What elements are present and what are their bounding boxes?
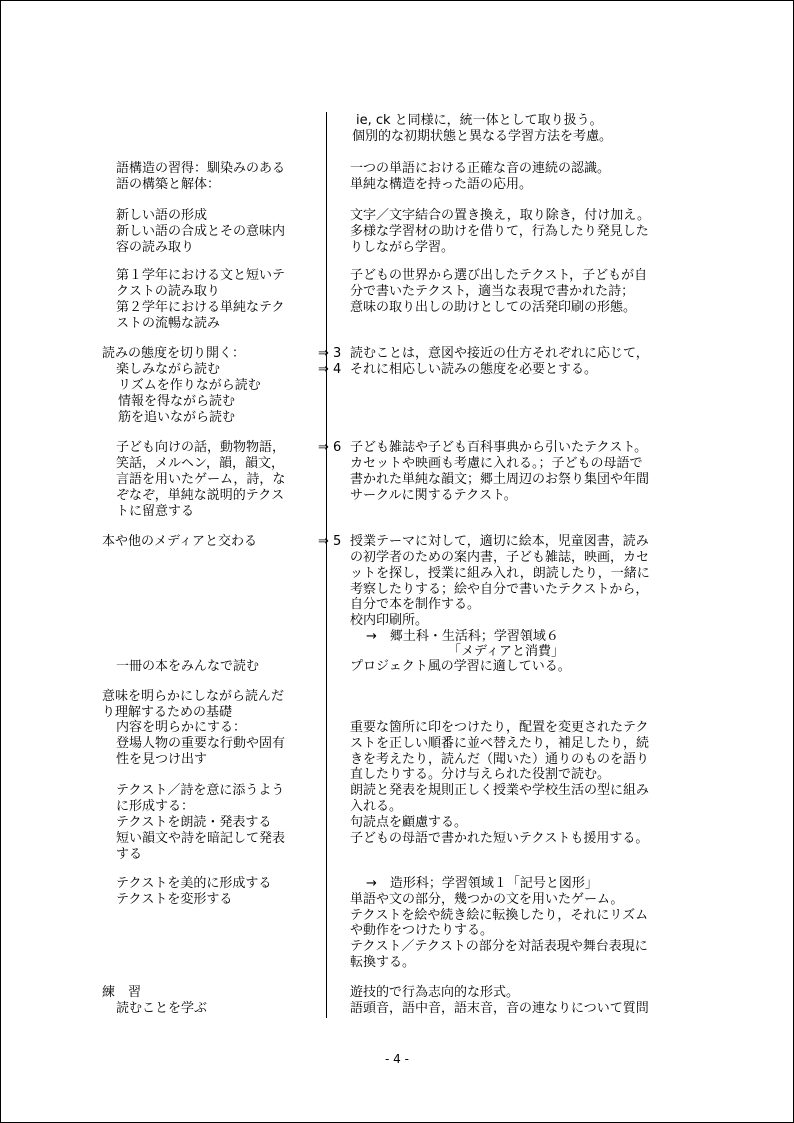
left-text: 言語を用いたゲーム，詩，な xyxy=(116,472,286,487)
left-text: 新しい語の形成 xyxy=(116,208,208,223)
right-text: 校内印刷所。 xyxy=(350,613,429,628)
arrow-reference: ⇒ 5 xyxy=(318,534,342,549)
left-text: 新しい語の合成とその意味内 xyxy=(116,224,286,239)
right-text: 一つの単語における正確な音の連続の認識。 xyxy=(350,161,611,176)
arrow-reference: ⇒ 6 xyxy=(318,440,342,455)
right-text: 文字／文字結合の置き換え，取り除き，付け加え。 xyxy=(350,208,651,223)
left-text: する xyxy=(116,847,143,862)
right-text: プロジェクト風の学習に適している。 xyxy=(350,659,571,674)
left-heading: り理解するための基礎 xyxy=(102,705,233,720)
cross-reference: → 郷土科・生活科；学習領域６ xyxy=(366,629,559,644)
right-text: 考察したりする；絵や自分で書いたテクストから， xyxy=(350,582,649,597)
right-text: 子ども雑誌や子ども百科事典から引いたテクスト。 xyxy=(350,440,648,455)
right-text: ットを探し，授業に組み入れ，朗読したり，一緒に xyxy=(350,566,650,581)
cross-reference: → 造形科；学習領域１「記号と図形」 xyxy=(366,876,598,891)
right-text: それに相応しい読みの態度を必要とする。 xyxy=(350,362,598,377)
right-text: 直したりする。分け与えられた役割で読む。 xyxy=(350,767,611,782)
right-text: の初学者のための案内書，子ども雑誌，映画，カセ xyxy=(350,550,650,565)
left-text: 楽しみながら読む xyxy=(116,362,221,377)
left-text: テクストを美的に形成する xyxy=(116,876,272,891)
right-text: 意味の取り出しの助けとしての活発印刷の形態。 xyxy=(350,300,637,315)
arrow-reference: ⇒ 3 xyxy=(318,346,342,361)
right-text: ie, ck と同様に，統一体として取り扱う。 xyxy=(356,113,603,128)
right-text: 語頭音，語中音，語末音，音の連なりについて質問 xyxy=(350,1001,649,1016)
right-text: 遊技的で行為志向的な形式。 xyxy=(350,985,520,1000)
left-text: 一冊の本をみんなで読む xyxy=(116,659,260,674)
left-heading: 読みの態度を切り開く： xyxy=(102,346,246,361)
left-text: クストの読み取り xyxy=(116,284,220,299)
right-text: カセットや映画も考慮に入れる。；子どもの母語で xyxy=(350,456,643,471)
right-text: 授業テーマに対して，適切に絵本，児童図書，読み xyxy=(350,534,649,549)
right-text: ストを正しい順番に並べ替えたり，補足したり，続 xyxy=(350,736,650,751)
right-text: りしながら学習。 xyxy=(350,240,455,255)
right-text: 分で書いたテクスト，適当な表現で書かれた詩； xyxy=(350,284,635,299)
left-text: ストの流暢な読み xyxy=(116,316,221,331)
left-text: 容の読み取り xyxy=(116,240,195,255)
left-text: 短い韻文や詩を暗記して発表 xyxy=(116,831,286,846)
right-text: 自分で本を制作する。 xyxy=(350,597,481,612)
right-text: 単純な構造を持った語の応用。 xyxy=(350,177,533,192)
right-text: 句読点を顧慮する。 xyxy=(350,815,468,830)
left-text: 登場人物の重要な行動や固有 xyxy=(116,736,286,751)
left-text: テクスト／詩を意に添うよう xyxy=(116,783,285,798)
right-text: 個別的な初期状態と異なる学習方法を考慮。 xyxy=(352,129,613,144)
left-text: 読むことを学ぶ xyxy=(116,1001,208,1016)
cross-reference: 「メディアと消費」 xyxy=(448,644,564,659)
left-text: に形成する： xyxy=(116,799,195,814)
left-text: 第２学年における単純なテク xyxy=(116,300,285,315)
column-divider xyxy=(326,112,327,1018)
right-text: 子どもの母語で書かれた短いテクストも援用する。 xyxy=(350,831,649,846)
right-text: テクストを絵や続き絵に転換したり，それにリズム xyxy=(350,908,649,923)
right-text: 多様な学習材の助けを借りて，行為したり発見した xyxy=(350,224,649,239)
left-text: 情報を得ながら読む xyxy=(118,394,236,409)
left-text: 筋を追いながら読む xyxy=(118,410,236,425)
left-text: トに留意する xyxy=(116,504,195,519)
right-text: 重要な箇所に印をつけたり，配置を変更されたテク xyxy=(350,720,649,735)
left-text: テクストを朗読・発表する xyxy=(116,815,272,830)
right-text: 読むことは，意図や接近の仕方それぞれに応じて， xyxy=(350,346,649,361)
left-heading: 練 習 xyxy=(102,985,142,1000)
page-number: - 4 - xyxy=(385,1052,409,1066)
right-text: 単語や文の部分，幾つかの文を用いたゲーム。 xyxy=(350,892,624,907)
arrow-reference: ⇒ 4 xyxy=(318,362,342,377)
left-text: 語構造の習得：馴染みのある xyxy=(116,161,286,176)
right-text: 書かれた単純な韻文；郷土周辺のお祭り集団や年間 xyxy=(350,472,650,487)
right-text: 入れる。 xyxy=(350,799,403,814)
left-text: 性を見つけ出す xyxy=(116,752,208,767)
left-heading: 本や他のメディアと交わる xyxy=(102,534,257,549)
right-text: 子どもの世界から選び出したテクスト，子どもが自 xyxy=(350,268,648,283)
left-text: 語の構築と解体： xyxy=(116,177,221,192)
right-text: サークルに関するテクスト。 xyxy=(350,488,517,503)
left-text: テクストを変形する xyxy=(116,892,233,907)
right-text: 朗読と発表を規則正しく授業や学校生活の型に組み xyxy=(350,783,650,798)
left-heading: 意味を明らかにしながら読んだ xyxy=(102,689,285,704)
left-text: 内容を明らかにする： xyxy=(116,720,247,735)
left-text: ぞなぞ，単純な説明的テクス xyxy=(116,488,285,503)
right-text: 転換する。 xyxy=(350,955,416,970)
right-text: テクスト／テクストの部分を対話表現や舞台表現に xyxy=(350,939,648,954)
right-text: きを考えたり，読んだ（聞いた）通りのものを語り xyxy=(350,752,650,767)
left-text: リズムを作りながら読む xyxy=(118,378,261,393)
left-text: 笑話，メルヘン，韻，韻文， xyxy=(116,456,284,471)
right-text: や動作をつけたりする。 xyxy=(350,923,494,938)
left-text: 子ども向けの話，動物物語， xyxy=(116,440,286,455)
left-text: 第１学年における文と短いテ xyxy=(116,268,286,283)
